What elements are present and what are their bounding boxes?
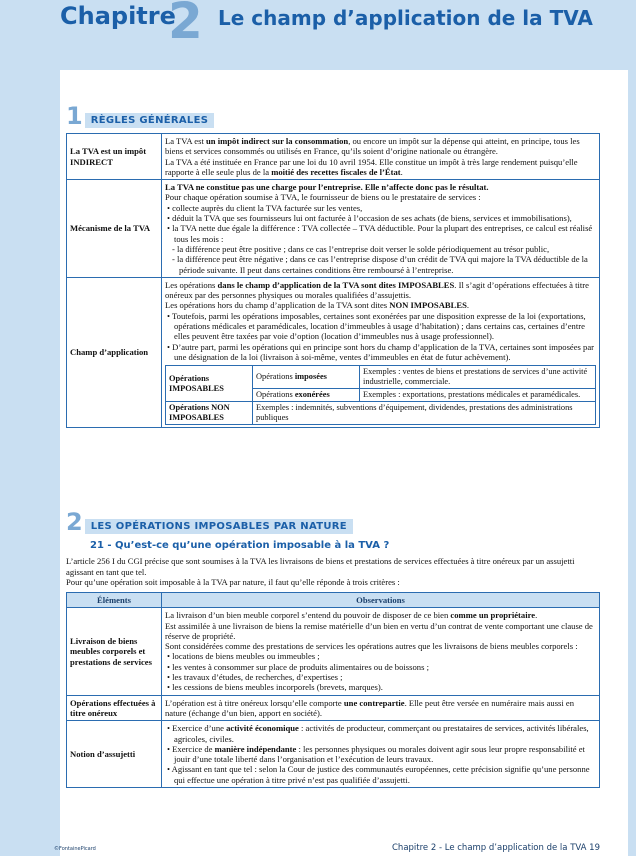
rules-table (66, 133, 600, 428)
section-1-title: RÈGLES GÉNÉRALES (85, 113, 215, 128)
criteria-intro: Pour qu’une opération soit imposable à la TVA par nature, il faut qu’elle réponde à trois critères : (66, 577, 400, 587)
article-paragraph: L’article 256 I du CGI précise que sont soumises à la TVA les livraisons de biens et prestations de services effectuées à titre onéreux par un assujetti agissant en tant que tel. (66, 556, 575, 577)
row-label: Livraison de biens meubles corporels et prestations de services (67, 608, 162, 695)
row-content: La livraison d’un bien meuble corporel s’entend du pouvoir de disposer de ce bien comme un propriétaire. Est assimilée à une livraison de biens la remise matérielle d’un bien en vertu d’un contrat de vente comportant une clause de réserve de propriété. Sont considérées comme des prestations de services les opérations autres que les livraisons de biens meubles corporels : • locations de biens meubles ou immeubles ; • les ventes à consommer sur place de produits alimentaires ou de boissons ; • les travaux d’études, de recherches, d’expertises ; • les cessions de biens meubles incorporels (brevets, marques). (162, 608, 600, 695)
criteria-table (66, 592, 600, 788)
publisher-credit: ©FontainePicard (54, 846, 96, 852)
operations-subtable: Opérations IMPOSABLES Opérations imposées Exemples : ventes de biens et prestations de services d’une activité industrielle, commerciale. Opérations exonérées Exemples : exportations, prestations médicales et paramédicales. Opérations NON IMPOSABLES Exemples : indemnités, subventions d’équipement, dividendes, prestations des administrations publiques (165, 365, 596, 425)
chapter-word: Chapitre (60, 2, 176, 30)
section-2-title: LES OPÉRATIONS IMPOSABLES PAR NATURE (85, 519, 353, 534)
chapter-title: Le champ d’application de la TVA (218, 6, 593, 30)
row-content: L’opération est à titre onéreux lorsqu’elle comporte une contrepartie. Elle peut être versée en numéraire mais aussi en nature (échange d’un bien, apport en société). (162, 695, 600, 721)
column-header-elements: Éléments (67, 593, 162, 608)
row-content: • Exercice d’une activité économique : activités de producteur, commerçant ou prestataires de services, activités libérales, agricoles, civiles. • Exercice de manière indépendante : les personnes physiques ou morales doivent agir sous leur propre responsabilité et jouir d’une totale liberté dans l’organisation et l’exécution de leurs travaux. • Agissant en tant que tel : selon la Cour de justice des communautés européennes, cette précision signifie qu’une personne qui effectue une opération à titre privé n’est pas qualifiée d’assujetti. (162, 721, 600, 788)
section-2-heading (66, 510, 353, 534)
row-label: La TVA est un impôt INDIRECT (67, 134, 162, 180)
table-row (67, 134, 600, 180)
question-21-heading: 21 - Qu’est-ce qu’une opération imposable à la TVA ? (90, 540, 390, 551)
column-header-observations: Observations (162, 593, 600, 608)
row-label: Champ d’application (67, 277, 162, 427)
table-row (67, 695, 600, 721)
right-margin-band (628, 70, 636, 856)
section-1-heading (66, 104, 214, 128)
chapter-banner (0, 0, 636, 70)
section-1-number: 1 (66, 102, 83, 130)
table-row (67, 721, 600, 788)
table-row (67, 608, 600, 695)
row-content: La TVA est un impôt indirect sur la consommation, ou encore un impôt sur la dépense qui atteint, en principe, tous les biens et services consommés ou utilisés en France, qu’ils soient d’origine nationale ou étrangère. La TVA a été instituée en France par une loi du 10 avril 1954. Elle constitue un impôt à très large rendement puisqu’elle rapporte à elle seule plus de la moitié des recettes fiscales de l’État. (162, 134, 600, 180)
section-2-number: 2 (66, 508, 83, 536)
row-content: La TVA ne constitue pas une charge pour l’entreprise. Elle n’affecte donc pas le résultat. Pour chaque opération soumise à TVA, le fournisseur de biens ou le prestataire de services : • collecte auprès du client la TVA facturée sur les ventes, • déduit la TVA que ses fournisseurs lui ont facturée à l’occasion de ses achats (de biens, services et immobilisations), • la TVA nette due égale la différence : TVA collectée – TVA déductible. Pour la plupart des entreprises, ce calcul est réalisé tous les mois : - la différence peut être positive ; dans ce cas l’entreprise doit verser le solde périodiquement au trésor public, - la différence peut être négative ; dans ce cas l’entreprise dispose d’un crédit de TVA qui majore la TVA déductible de la période suivante. Il peut dans certaines conditions être remboursé à l’entreprise. (162, 180, 600, 278)
row-label: Mécanisme de la TVA (67, 180, 162, 278)
row-label: Opérations effectuées à titre onéreux (67, 695, 162, 721)
row-content: Les opérations dans le champ d’application de la TVA sont dites IMPOSABLES. Il s’agit d’opérations effectuées à titre onéreux par des personnes physiques ou morales qualifiées d’assujettis. Les opérations hors du champ d’application de la TVA sont dites NON IMPOSABLES. • Toutefois, parmi les opérations imposables, certaines sont exonérées par une disposition expresse de la loi (exportations, opérations médicales et paramédicales, location d’immeubles à usage d’habitation) ; dans certains cas, certaines d’entre elles peuvent être taxées par voie d’option (location d’immeubles nus à usage professionnel). • D’autre part, parmi les opérations qui en principe sont hors du champ d’application de la TVA, certaines sont imposées par une désignation de la loi (livraison à soi-même, ventes d’immeubles en état de futur achèvement). Opérations IMPOSABLES Opérations imposées Exemples : ventes de biens et prestations de services d’une activité industrielle, commerciale. Opérations exonérées Exemples : exportations, prestations médicales et paramédicales. Opérations NON IMPOSABLES Exemples : indemnités, subventions d’équipement, dividendes, prestations des administrations publiques (162, 277, 600, 427)
row-label: Notion d’assujetti (67, 721, 162, 788)
table-row (67, 180, 600, 278)
page-footer: Chapitre 2 - Le champ d’application de la TVA 19 (392, 843, 600, 853)
chapter-number: 2 (168, 0, 203, 50)
table-row (67, 277, 600, 427)
left-margin-band (0, 70, 60, 856)
